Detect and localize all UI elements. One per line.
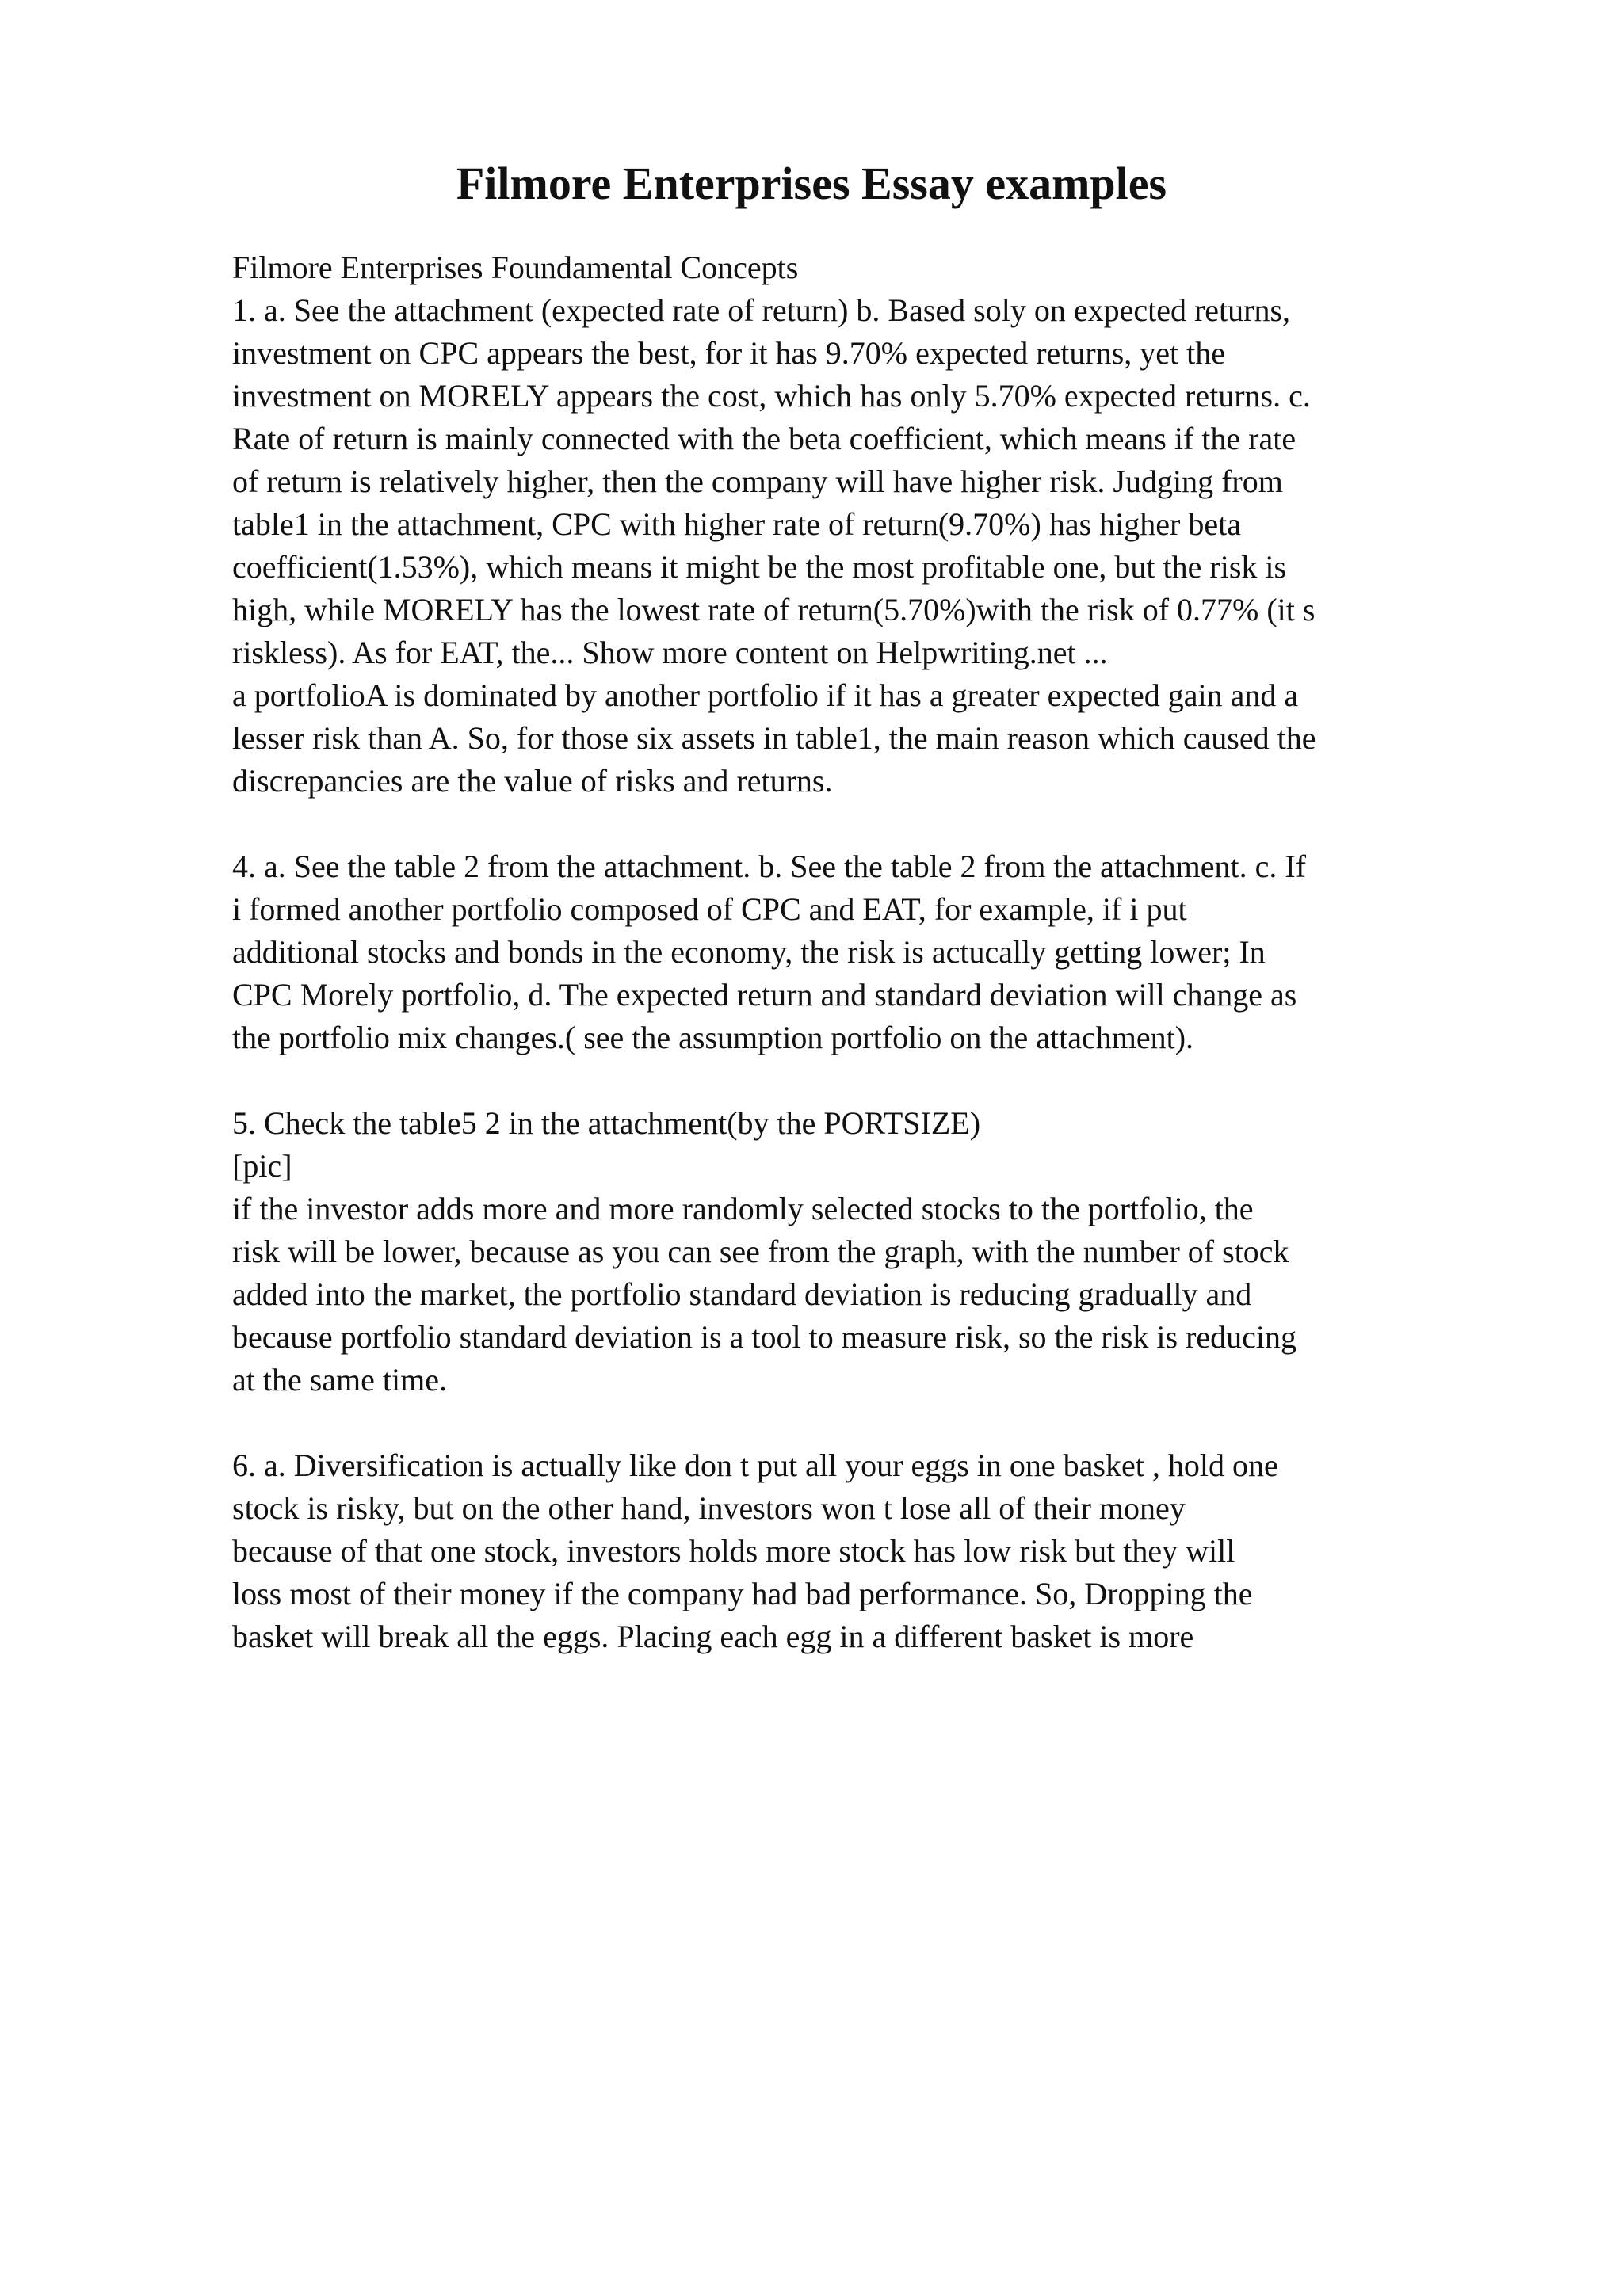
text-line: if the investor adds more and more randomly selected stocks to the portfolio, the [232, 1191, 1254, 1226]
text-line: 1. a. See the attachment (expected rate of return) b. Based soly on expected returns, [232, 292, 1291, 328]
text-line: riskless). As for EAT, the... Show more content on Helpwriting.net ... [232, 635, 1108, 670]
text-line: 6. a. Diversification is actually like don t put all your eggs in one basket , hold one [232, 1447, 1278, 1483]
text-line: high, while MORELY has the lowest rate of return(5.70%)with the risk of 0.77% (it s [232, 592, 1316, 627]
text-line: investment on CPC appears the best, for it has 9.70% expected returns, yet the [232, 335, 1226, 371]
paragraph-gap [232, 1402, 1516, 1444]
text-line: of return is relatively higher, then the company will have higher risk. Judging from [232, 463, 1283, 499]
text-line: risk will be lower, because as you can see from the graph, with the number of stock [232, 1234, 1289, 1269]
text-line: because of that one stock, investors holds more stock has low risk but they will [232, 1533, 1235, 1569]
text-line: 5. Check the table5 2 in the attachment(by the PORTSIZE) [232, 1105, 981, 1141]
text-line: Filmore Enterprises Foundamental Concepts [232, 250, 799, 285]
text-line: the portfolio mix changes.( see the assumption portfolio on the attachment). [232, 1020, 1194, 1055]
text-line: additional stocks and bonds in the economy, the risk is actucally getting lower; In [232, 934, 1266, 970]
text-line: loss most of their money if the company had bad performance. So, Dropping the [232, 1576, 1253, 1611]
text-line: Rate of return is mainly connected with the beta coefficient, which means if the rate [232, 421, 1296, 456]
document-body [232, 246, 1516, 1658]
text-line: i formed another portfolio composed of CPC and EAT, for example, if i put [232, 891, 1187, 927]
text-line: stock is risky, but on the other hand, investors won t lose all of their money [232, 1490, 1186, 1526]
text-line: lesser risk than A. So, for those six assets in table1, the main reason which caused the [232, 720, 1316, 756]
text-line: 4. a. See the table 2 from the attachment. b. See the table 2 from the attachment. c. If [232, 849, 1307, 884]
text-line: coefficient(1.53%), which means it might be the most profitable one, but the risk is [232, 549, 1287, 585]
paragraph-gap [232, 1059, 1516, 1102]
text-line: investment on MORELY appears the cost, which has only 5.70% expected returns. c. [232, 378, 1311, 414]
text-line: because portfolio standard deviation is a tool to measure risk, so the risk is reducing [232, 1319, 1297, 1355]
text-line: basket will break all the eggs. Placing each egg in a different basket is more [232, 1619, 1194, 1654]
text-line: [pic] [232, 1148, 292, 1184]
text-line: CPC Morely portfolio, d. The expected return and standard deviation will change as [232, 977, 1297, 1013]
document-title: Filmore Enterprises Essay examples [456, 158, 1167, 209]
text-line: a portfolioA is dominated by another portfolio if it has a greater expected gain and a [232, 677, 1299, 713]
paragraph-gap [232, 803, 1516, 845]
text-line: added into the market, the portfolio standard deviation is reducing gradually and [232, 1276, 1252, 1312]
text-line: discrepancies are the value of risks and returns. [232, 763, 833, 799]
text-line: at the same time. [232, 1362, 448, 1398]
text-line: table1 in the attachment, CPC with higher rate of return(9.70%) has higher beta [232, 506, 1241, 542]
